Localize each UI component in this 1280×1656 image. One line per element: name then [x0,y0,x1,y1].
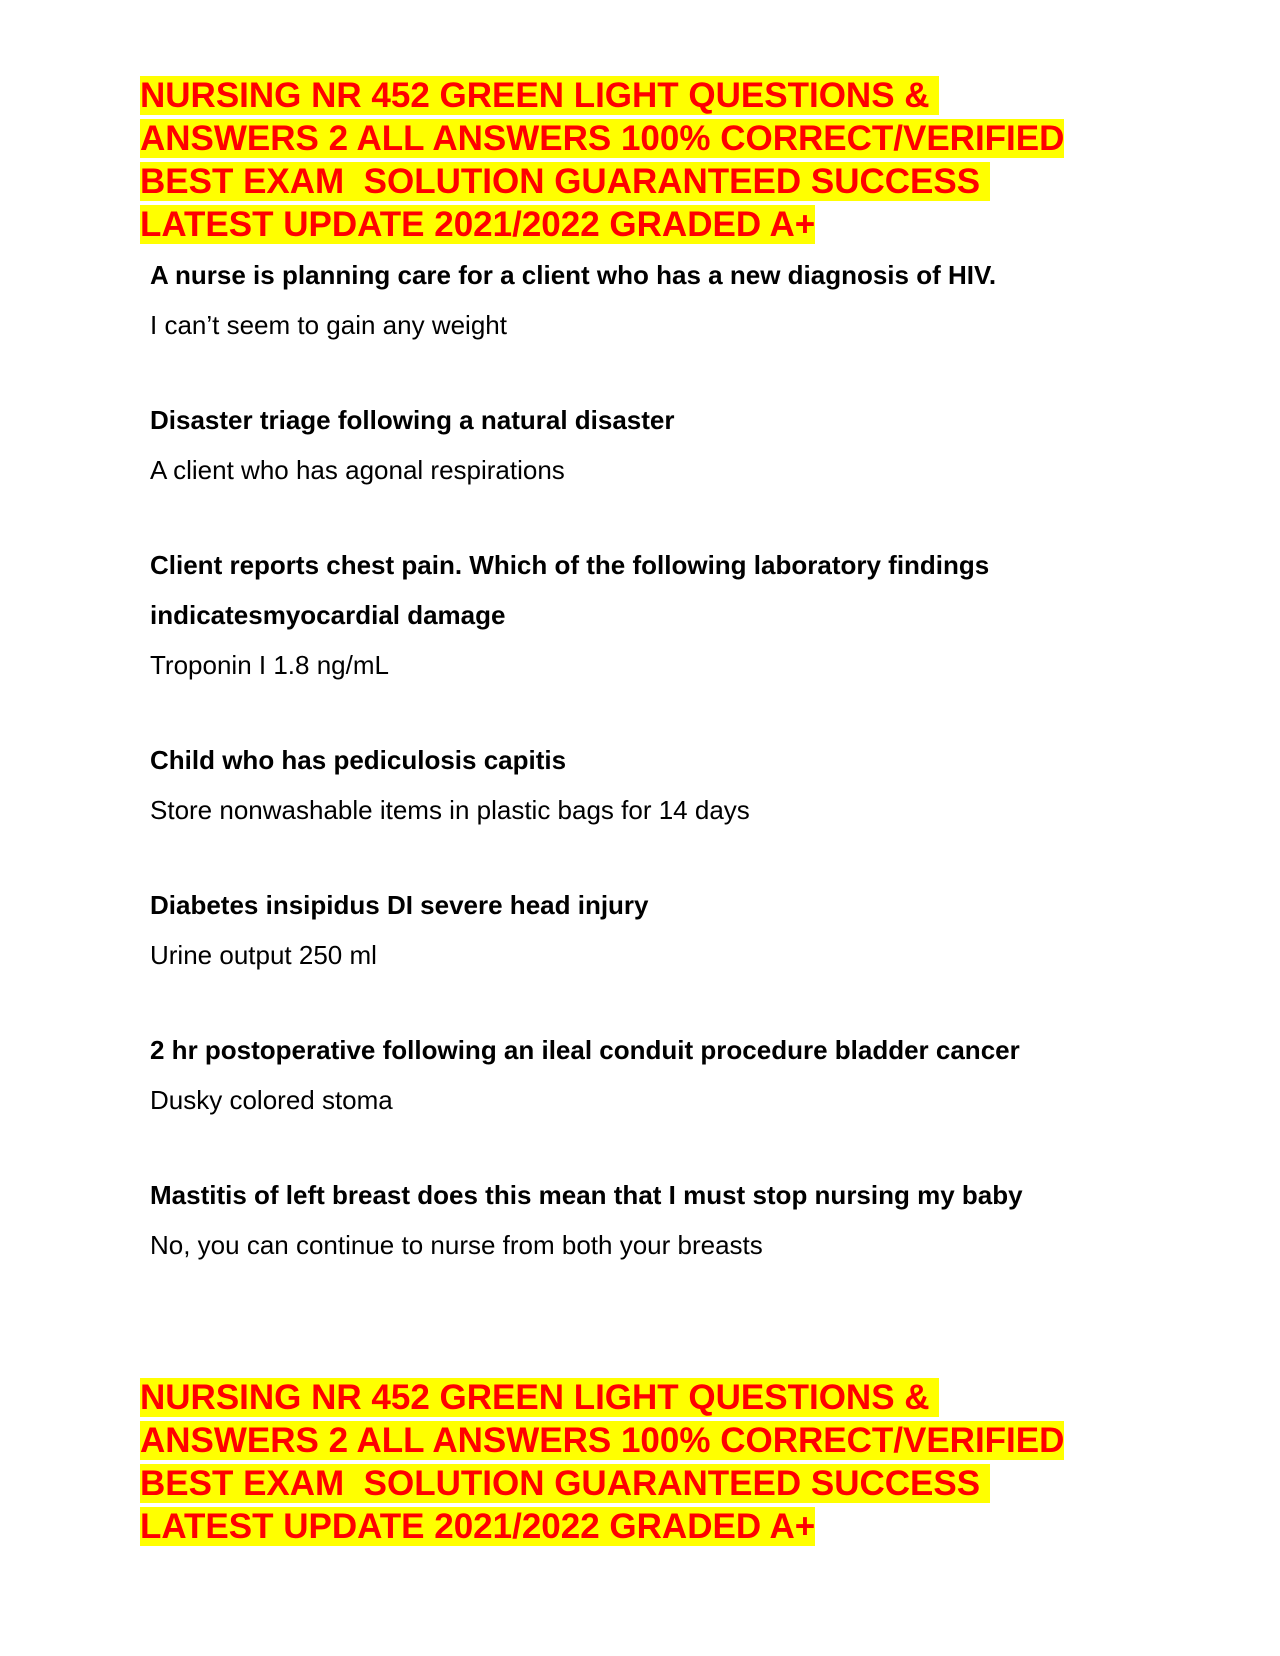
footer-banner-line [140,1462,1140,1505]
question-text: 2 hr postoperative following an ileal conduit procedure bladder cancer [150,1035,1020,1065]
footer-banner-line-text: NURSING NR 452 GREEN LIGHT QUESTIONS & [140,1378,940,1417]
footer-banner-line-text: LATEST UPDATE 2021/2022 GRADED A+ [140,1507,816,1546]
answer-text: I can’t seem to gain any weight [150,310,507,340]
footer-banner-line [140,1419,1140,1462]
qa-item-diabetes-insipidus [150,880,1150,980]
header-banner-line [140,160,1140,203]
qa-item-disaster-triage [150,395,1150,495]
header-banner-line [140,74,1140,117]
footer-banner-line-text: ANSWERS 2 ALL ANSWERS 100% CORRECT/VERIFIED [140,1421,1065,1460]
question-text: Disaster triage following a natural disaster [150,405,675,435]
answer-text: Dusky colored stoma [150,1085,393,1115]
qa-item-hiv [150,250,1150,350]
question-text: Child who has pediculosis capitis [150,745,567,775]
footer-banner-title [140,1376,1140,1548]
question-text: Diabetes insipidus DI severe head injury [150,890,649,920]
answer-text: Store nonwashable items in plastic bags for 14 days [150,795,750,825]
qa-item-ileal-conduit [150,1025,1150,1125]
question-text: Client reports chest pain. Which of the following laboratory findings indicatesmyocardial damage [150,550,990,630]
header-banner-line-text: LATEST UPDATE 2021/2022 GRADED A+ [140,205,816,244]
header-banner-line-text: BEST EXAM SOLUTION GUARANTEED SUCCESS [140,162,990,201]
question-text: A nurse is planning care for a client who has a new diagnosis of HIV. [150,260,997,290]
qa-item-mastitis [150,1170,1150,1270]
header-banner-line [140,203,1140,246]
footer-banner-line [140,1505,1140,1548]
footer-banner-line-text: BEST EXAM SOLUTION GUARANTEED SUCCESS [140,1464,990,1503]
question-text: Mastitis of left breast does this mean that I must stop nursing my baby [150,1180,1023,1210]
header-banner-line [140,117,1140,160]
qa-list [150,250,1150,1315]
answer-text: Troponin I 1.8 ng/mL [150,650,389,680]
header-banner-title [140,74,1140,246]
answer-text: Urine output 250 ml [150,940,377,970]
header-banner-line-text: ANSWERS 2 ALL ANSWERS 100% CORRECT/VERIFIED [140,119,1065,158]
answer-text: A client who has agonal respirations [150,455,565,485]
header-banner-line-text: NURSING NR 452 GREEN LIGHT QUESTIONS & [140,76,940,115]
qa-item-pediculosis [150,735,1150,835]
answer-text: No, you can continue to nurse from both your breasts [150,1230,763,1260]
qa-item-chest-pain [150,540,1150,690]
footer-banner-line [140,1376,1140,1419]
